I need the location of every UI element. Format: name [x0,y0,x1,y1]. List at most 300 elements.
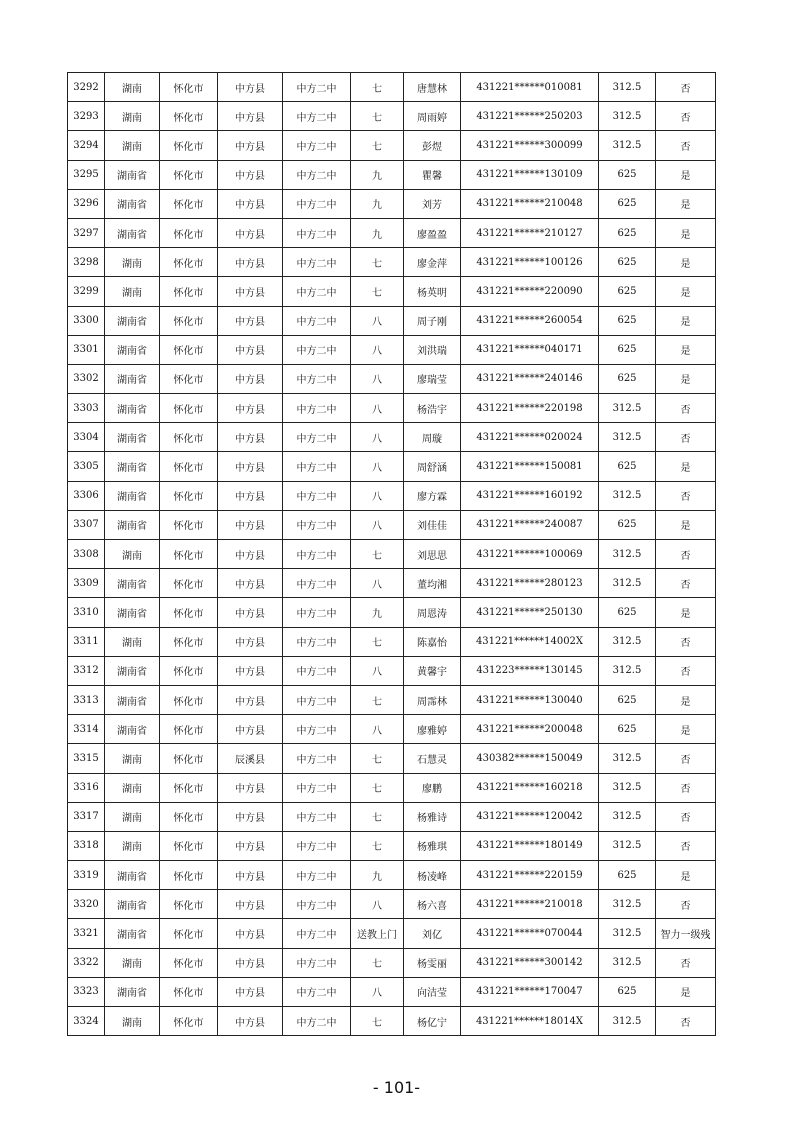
cell-province: 湖南省 [105,919,160,948]
cell-province: 湖南 [105,802,160,831]
cell-school: 中方二中 [283,540,351,569]
cell-grade: 九 [351,218,404,247]
cell-grade: 八 [351,481,404,510]
cell-amount: 625 [599,189,656,218]
cell-student-name: 廖雅婷 [404,715,461,744]
cell-row-index: 3312 [68,656,105,685]
cell-amount: 625 [599,685,656,714]
cell-school: 中方二中 [283,73,351,102]
cell-city: 怀化市 [160,277,218,306]
table-row [68,627,716,656]
cell-row-index: 3301 [68,335,105,364]
cell-school: 中方二中 [283,335,351,364]
cell-city: 怀化市 [160,569,218,598]
cell-row-index: 3314 [68,715,105,744]
cell-city: 怀化市 [160,685,218,714]
cell-student-name: 周霈林 [404,685,461,714]
cell-id-number: 431221******260054 [461,306,599,335]
cell-city: 怀化市 [160,423,218,452]
cell-student-name: 向洁莹 [404,977,461,1006]
cell-province: 湖南 [105,131,160,160]
cell-city: 怀化市 [160,218,218,247]
cell-county: 中方县 [218,656,283,685]
cell-amount: 312.5 [599,569,656,598]
cell-province: 湖南省 [105,510,160,539]
cell-county: 中方县 [218,394,283,423]
cell-id-number: 431221******130040 [461,685,599,714]
cell-school: 中方二中 [283,189,351,218]
cell-status: 否 [656,73,716,102]
cell-status: 是 [656,685,716,714]
cell-row-index: 3295 [68,160,105,189]
cell-status: 否 [656,131,716,160]
cell-status: 否 [656,802,716,831]
cell-status: 是 [656,861,716,890]
cell-row-index: 3296 [68,189,105,218]
cell-city: 怀化市 [160,948,218,977]
cell-student-name: 彭煜 [404,131,461,160]
table-row [68,423,716,452]
cell-amount: 625 [599,277,656,306]
cell-city: 怀化市 [160,831,218,860]
cell-city: 怀化市 [160,656,218,685]
cell-student-name: 周恩涛 [404,598,461,627]
cell-amount: 625 [599,452,656,481]
cell-grade: 七 [351,1007,404,1036]
cell-status: 是 [656,248,716,277]
cell-status: 否 [656,831,716,860]
cell-status: 否 [656,481,716,510]
cell-amount: 312.5 [599,627,656,656]
cell-student-name: 杨亿宁 [404,1007,461,1036]
cell-grade: 七 [351,744,404,773]
table-row [68,773,716,802]
table-row [68,335,716,364]
cell-amount: 312.5 [599,73,656,102]
cell-school: 中方二中 [283,569,351,598]
cell-province: 湖南省 [105,189,160,218]
cell-student-name: 陈嘉怡 [404,627,461,656]
cell-grade: 七 [351,540,404,569]
cell-amount: 625 [599,160,656,189]
cell-grade: 九 [351,189,404,218]
cell-grade: 七 [351,627,404,656]
cell-grade: 八 [351,364,404,393]
cell-id-number: 431221******300142 [461,948,599,977]
table-body [68,73,716,1036]
cell-city: 怀化市 [160,977,218,1006]
table-row [68,218,716,247]
cell-city: 怀化市 [160,773,218,802]
cell-school: 中方二中 [283,102,351,131]
cell-row-index: 3311 [68,627,105,656]
cell-grade: 九 [351,861,404,890]
cell-id-number: 431221******220198 [461,394,599,423]
cell-county: 中方县 [218,189,283,218]
cell-status: 是 [656,452,716,481]
table-row [68,510,716,539]
cell-grade: 八 [351,452,404,481]
cell-amount: 312.5 [599,744,656,773]
cell-school: 中方二中 [283,773,351,802]
cell-province: 湖南 [105,540,160,569]
cell-status: 否 [656,102,716,131]
cell-city: 怀化市 [160,73,218,102]
cell-county: 中方县 [218,977,283,1006]
cell-province: 湖南省 [105,306,160,335]
cell-row-index: 3324 [68,1007,105,1036]
cell-amount: 312.5 [599,802,656,831]
cell-city: 怀化市 [160,598,218,627]
cell-status: 是 [656,160,716,189]
cell-student-name: 杨雅诗 [404,802,461,831]
cell-amount: 625 [599,715,656,744]
cell-amount: 312.5 [599,481,656,510]
cell-status: 是 [656,977,716,1006]
cell-id-number: 431221******130109 [461,160,599,189]
table-row [68,744,716,773]
cell-county: 中方县 [218,569,283,598]
cell-school: 中方二中 [283,715,351,744]
cell-row-index: 3303 [68,394,105,423]
cell-id-number: 431221******18014X [461,1007,599,1036]
cell-grade: 七 [351,948,404,977]
cell-school: 中方二中 [283,248,351,277]
table-row [68,306,716,335]
table-row [68,948,716,977]
cell-school: 中方二中 [283,948,351,977]
cell-status: 否 [656,569,716,598]
cell-status: 智力一级残 [656,919,716,948]
cell-province: 湖南 [105,1007,160,1036]
cell-grade: 七 [351,248,404,277]
cell-student-name: 唐慧林 [404,73,461,102]
cell-amount: 625 [599,861,656,890]
cell-amount: 625 [599,248,656,277]
cell-grade: 七 [351,831,404,860]
cell-row-index: 3308 [68,540,105,569]
cell-city: 怀化市 [160,306,218,335]
cell-amount: 625 [599,510,656,539]
cell-province: 湖南省 [105,890,160,919]
cell-city: 怀化市 [160,160,218,189]
cell-county: 中方县 [218,510,283,539]
cell-amount: 625 [599,306,656,335]
cell-province: 湖南省 [105,394,160,423]
cell-school: 中方二中 [283,919,351,948]
cell-province: 湖南省 [105,364,160,393]
cell-school: 中方二中 [283,160,351,189]
cell-grade: 七 [351,131,404,160]
cell-province: 湖南省 [105,423,160,452]
cell-row-index: 3315 [68,744,105,773]
cell-school: 中方二中 [283,977,351,1006]
cell-grade: 八 [351,306,404,335]
cell-amount: 312.5 [599,540,656,569]
cell-province: 湖南省 [105,569,160,598]
cell-county: 中方县 [218,627,283,656]
cell-row-index: 3305 [68,452,105,481]
cell-province: 湖南省 [105,335,160,364]
cell-row-index: 3292 [68,73,105,102]
cell-school: 中方二中 [283,627,351,656]
cell-city: 怀化市 [160,510,218,539]
cell-student-name: 刘洪瑞 [404,335,461,364]
cell-id-number: 431221******180149 [461,831,599,860]
cell-student-name: 廖鹏 [404,773,461,802]
cell-amount: 312.5 [599,890,656,919]
cell-status: 否 [656,948,716,977]
table-row [68,715,716,744]
cell-county: 辰溪县 [218,744,283,773]
cell-student-name: 杨浩宇 [404,394,461,423]
cell-amount: 312.5 [599,831,656,860]
cell-id-number: 431221******160192 [461,481,599,510]
cell-row-index: 3310 [68,598,105,627]
cell-county: 中方县 [218,1007,283,1036]
cell-school: 中方二中 [283,394,351,423]
cell-amount: 312.5 [599,1007,656,1036]
cell-city: 怀化市 [160,102,218,131]
cell-province: 湖南 [105,73,160,102]
cell-province: 湖南 [105,277,160,306]
cell-grade: 八 [351,569,404,598]
cell-county: 中方县 [218,861,283,890]
table-row [68,656,716,685]
cell-row-index: 3313 [68,685,105,714]
table-row [68,861,716,890]
cell-county: 中方县 [218,160,283,189]
cell-city: 怀化市 [160,364,218,393]
table-row [68,394,716,423]
cell-amount: 625 [599,335,656,364]
cell-grade: 九 [351,160,404,189]
cell-student-name: 黄馨宇 [404,656,461,685]
cell-province: 湖南省 [105,977,160,1006]
cell-grade: 七 [351,773,404,802]
cell-school: 中方二中 [283,831,351,860]
cell-student-name: 董均湘 [404,569,461,598]
table-row [68,481,716,510]
table-row [68,1007,716,1036]
cell-school: 中方二中 [283,598,351,627]
cell-amount: 625 [599,218,656,247]
page-number: - 101- [372,1078,421,1097]
cell-student-name: 周雨婷 [404,102,461,131]
cell-school: 中方二中 [283,802,351,831]
table-row [68,102,716,131]
cell-school: 中方二中 [283,277,351,306]
cell-grade: 送教上门 [351,919,404,948]
cell-county: 中方县 [218,452,283,481]
cell-city: 怀化市 [160,335,218,364]
cell-student-name: 石慧灵 [404,744,461,773]
cell-student-name: 周子刚 [404,306,461,335]
cell-city: 怀化市 [160,248,218,277]
cell-id-number: 431221******220159 [461,861,599,890]
cell-row-index: 3322 [68,948,105,977]
cell-county: 中方县 [218,481,283,510]
cell-amount: 312.5 [599,394,656,423]
cell-county: 中方县 [218,102,283,131]
cell-row-index: 3323 [68,977,105,1006]
cell-row-index: 3298 [68,248,105,277]
cell-status: 是 [656,277,716,306]
cell-id-number: 431221******100126 [461,248,599,277]
cell-id-number: 431221******210048 [461,189,599,218]
cell-grade: 八 [351,335,404,364]
cell-status: 是 [656,364,716,393]
cell-id-number: 431223******130145 [461,656,599,685]
cell-city: 怀化市 [160,861,218,890]
cell-status: 是 [656,306,716,335]
cell-school: 中方二中 [283,685,351,714]
cell-student-name: 刘思思 [404,540,461,569]
cell-row-index: 3321 [68,919,105,948]
table-row [68,802,716,831]
cell-province: 湖南省 [105,452,160,481]
cell-county: 中方县 [218,773,283,802]
cell-county: 中方县 [218,218,283,247]
cell-row-index: 3306 [68,481,105,510]
cell-county: 中方县 [218,948,283,977]
cell-id-number: 431221******020024 [461,423,599,452]
cell-status: 否 [656,890,716,919]
cell-amount: 312.5 [599,948,656,977]
cell-grade: 八 [351,510,404,539]
cell-status: 否 [656,540,716,569]
cell-city: 怀化市 [160,131,218,160]
cell-id-number: 431221******220090 [461,277,599,306]
cell-province: 湖南 [105,773,160,802]
cell-amount: 312.5 [599,656,656,685]
cell-status: 是 [656,510,716,539]
cell-id-number: 431221******160218 [461,773,599,802]
cell-id-number: 431221******280123 [461,569,599,598]
cell-status: 是 [656,218,716,247]
cell-id-number: 431221******010081 [461,73,599,102]
cell-county: 中方县 [218,364,283,393]
table-row [68,364,716,393]
cell-id-number: 431221******210018 [461,890,599,919]
cell-row-index: 3320 [68,890,105,919]
table-row [68,540,716,569]
cell-student-name: 刘亿 [404,919,461,948]
cell-county: 中方县 [218,540,283,569]
cell-status: 否 [656,627,716,656]
cell-student-name: 廖瑞莹 [404,364,461,393]
cell-school: 中方二中 [283,364,351,393]
cell-county: 中方县 [218,131,283,160]
cell-amount: 312.5 [599,102,656,131]
cell-status: 是 [656,189,716,218]
cell-grade: 八 [351,656,404,685]
cell-amount: 625 [599,977,656,1006]
cell-school: 中方二中 [283,510,351,539]
cell-city: 怀化市 [160,394,218,423]
cell-row-index: 3319 [68,861,105,890]
cell-city: 怀化市 [160,1007,218,1036]
cell-school: 中方二中 [283,744,351,773]
cell-city: 怀化市 [160,919,218,948]
cell-grade: 七 [351,102,404,131]
cell-city: 怀化市 [160,189,218,218]
cell-school: 中方二中 [283,1007,351,1036]
cell-school: 中方二中 [283,481,351,510]
cell-status: 否 [656,423,716,452]
cell-id-number: 431221******040171 [461,335,599,364]
cell-amount: 312.5 [599,423,656,452]
cell-county: 中方县 [218,335,283,364]
cell-province: 湖南省 [105,656,160,685]
cell-city: 怀化市 [160,802,218,831]
cell-county: 中方县 [218,598,283,627]
cell-school: 中方二中 [283,452,351,481]
table-row [68,598,716,627]
cell-school: 中方二中 [283,218,351,247]
cell-county: 中方县 [218,919,283,948]
cell-row-index: 3309 [68,569,105,598]
table-row [68,977,716,1006]
cell-student-name: 杨雅琪 [404,831,461,860]
cell-id-number: 431221******100069 [461,540,599,569]
table-row [68,569,716,598]
cell-id-number: 431221******250130 [461,598,599,627]
cell-student-name: 廖盈盈 [404,218,461,247]
cell-province: 湖南 [105,948,160,977]
cell-id-number: 431221******14002X [461,627,599,656]
cell-row-index: 3299 [68,277,105,306]
cell-amount: 625 [599,598,656,627]
cell-grade: 八 [351,394,404,423]
cell-student-name: 刘佳佳 [404,510,461,539]
cell-grade: 七 [351,685,404,714]
cell-status: 是 [656,715,716,744]
cell-grade: 九 [351,598,404,627]
cell-school: 中方二中 [283,861,351,890]
cell-county: 中方县 [218,685,283,714]
cell-grade: 七 [351,802,404,831]
cell-row-index: 3297 [68,218,105,247]
table-row [68,919,716,948]
cell-row-index: 3318 [68,831,105,860]
cell-grade: 七 [351,277,404,306]
cell-county: 中方县 [218,890,283,919]
cell-county: 中方县 [218,715,283,744]
cell-city: 怀化市 [160,540,218,569]
cell-id-number: 431221******070044 [461,919,599,948]
table-row [68,131,716,160]
cell-id-number: 431221******150081 [461,452,599,481]
table-row [68,685,716,714]
cell-school: 中方二中 [283,890,351,919]
student-table [67,72,716,1036]
cell-student-name: 刘芳 [404,189,461,218]
cell-county: 中方县 [218,73,283,102]
cell-county: 中方县 [218,802,283,831]
cell-county: 中方县 [218,277,283,306]
table-row [68,831,716,860]
cell-province: 湖南 [105,831,160,860]
cell-row-index: 3300 [68,306,105,335]
cell-student-name: 周舒涵 [404,452,461,481]
cell-id-number: 430382******150049 [461,744,599,773]
cell-province: 湖南省 [105,598,160,627]
cell-status: 否 [656,773,716,802]
cell-province: 湖南省 [105,218,160,247]
cell-id-number: 431221******120042 [461,802,599,831]
cell-status: 否 [656,744,716,773]
